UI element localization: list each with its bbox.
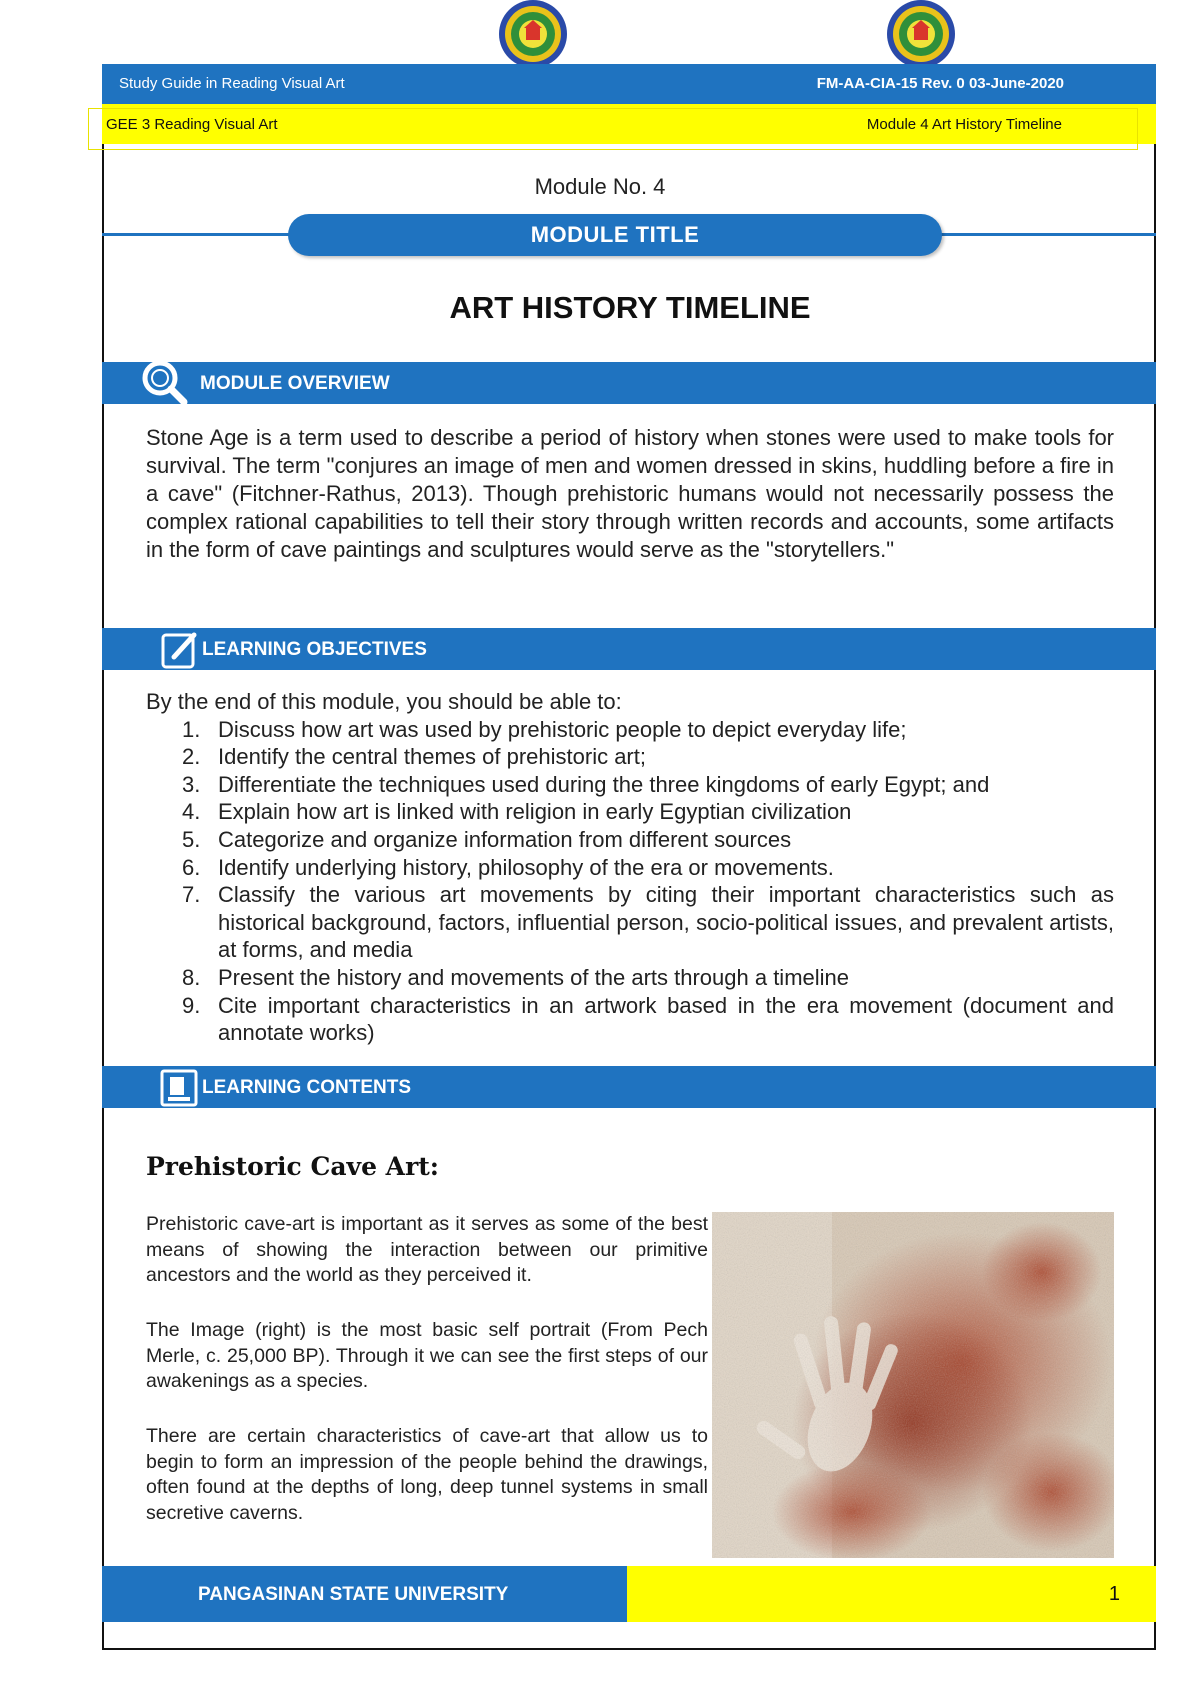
item-number: 7.	[182, 882, 201, 908]
module-reference: Module 4 Art History Timeline	[866, 116, 1062, 133]
item-number: 3.	[182, 771, 201, 797]
overview-text: Stone Age is a term used to describe a period of history when stones were used to make tools for survival. The term "conjures an image of men and women dressed in skins, huddling before a fire in a cave" (Fitchner-Rathus, 2013). Though prehistoric humans would not necessarily possess the complex rational capabilities to tell their story through written records and accounts, some artifacts in the form of cave paintings and sculptures would serve as the "storytellers."	[146, 425, 1114, 562]
book-icon	[160, 1069, 198, 1107]
list-item	[146, 964, 1114, 992]
item-text: Differentiate the techniques used during the three kingdoms of early Egypt; and	[218, 771, 990, 797]
item-text: Discuss how art was used by prehistoric people to depict everyday life;	[218, 716, 907, 742]
item-number: 8.	[182, 964, 201, 990]
objectives-list	[146, 688, 1114, 1047]
item-text: Identify the central themes of prehistoric art;	[218, 744, 646, 770]
contents-bar	[102, 1066, 1156, 1108]
cave-hand-painting-image	[712, 1212, 1114, 1558]
pencil-note-icon	[160, 630, 200, 670]
list-item	[146, 826, 1114, 854]
item-number: 6.	[182, 854, 201, 880]
item-number: 1.	[182, 716, 201, 742]
module-number: Module No. 4	[534, 174, 666, 199]
list-item	[146, 798, 1114, 826]
list-item	[146, 854, 1114, 882]
item-text: Explain how art is linked with religion in early Egyptian civilization	[218, 799, 852, 825]
form-code: FM-AA-CIA-15 Rev. 0 03-June-2020	[816, 75, 1064, 92]
content-paragraph: The Image (right) is the most basic self portrait (From Pech Merle, c. 25,000 BP). Through it we can see the first steps of our awakenings as a species.	[146, 1319, 708, 1392]
content-paragraph: Prehistoric cave-art is important as it serves as some of the best means of showing the interaction between our primitive ancestors and the world as they perceived it.	[146, 1213, 708, 1286]
university-name: PANGASINAN STATE UNIVERSITY	[198, 1584, 509, 1605]
list-item	[146, 743, 1114, 771]
footer-bar	[102, 1566, 627, 1622]
list-item	[146, 992, 1114, 1047]
item-number: 2.	[182, 744, 201, 770]
contents-label: LEARNING CONTENTS	[202, 1077, 411, 1098]
item-number: 5.	[182, 826, 201, 852]
objectives-label: LEARNING OBJECTIVES	[202, 639, 427, 660]
title-divider-left	[102, 233, 302, 236]
title-divider-right	[930, 233, 1156, 236]
objectives-bar	[102, 628, 1156, 670]
page-number: 1	[1108, 1583, 1120, 1605]
section-heading: Prehistoric Cave Art:	[146, 1152, 440, 1181]
overview-bar	[102, 362, 1156, 404]
magnifier-icon	[140, 358, 188, 406]
university-seal-icon	[486, 0, 580, 72]
objectives-intro: By the end of this module, you should be able to:	[146, 689, 622, 714]
footer-page-bar	[627, 1566, 1156, 1622]
list-item	[146, 771, 1114, 799]
module-title-pill-label: MODULE TITLE	[530, 222, 700, 247]
item-text: Cite important characteristics in an artwork based in the era movement (document and annotate works)	[218, 992, 1114, 1046]
list-item	[146, 716, 1114, 744]
item-text: Categorize and organize information from different sources	[218, 826, 792, 852]
list-item	[146, 881, 1114, 964]
item-number: 4.	[182, 799, 201, 825]
item-text: Identify underlying history, philosophy of the era or movements.	[218, 854, 834, 880]
page-title: ART HISTORY TIMELINE	[449, 290, 811, 325]
content-paragraph: There are certain characteristics of cave-art that allow us to begin to form an impression of the people behind the drawings, often found at the depths of long, deep tunnel systems in small secretive caverns.	[146, 1425, 708, 1524]
item-number: 9.	[182, 992, 201, 1018]
item-text: Classify the various art movements by citing their important characteristics such as historical background, factors, influential person, socio-political issues, and prevalent artists, at forms, and media	[218, 882, 1114, 963]
header-bar	[102, 64, 1156, 104]
item-text: Present the history and movements of the arts through a timeline	[218, 964, 849, 990]
course-label: GEE 3 Reading Visual Art	[106, 116, 278, 133]
course-bar-outline	[88, 108, 1138, 150]
study-guide-label: Study Guide in Reading Visual Art	[119, 75, 345, 92]
module-title-pill	[288, 214, 942, 256]
university-seal-icon	[874, 0, 968, 72]
overview-label: MODULE OVERVIEW	[200, 373, 390, 394]
